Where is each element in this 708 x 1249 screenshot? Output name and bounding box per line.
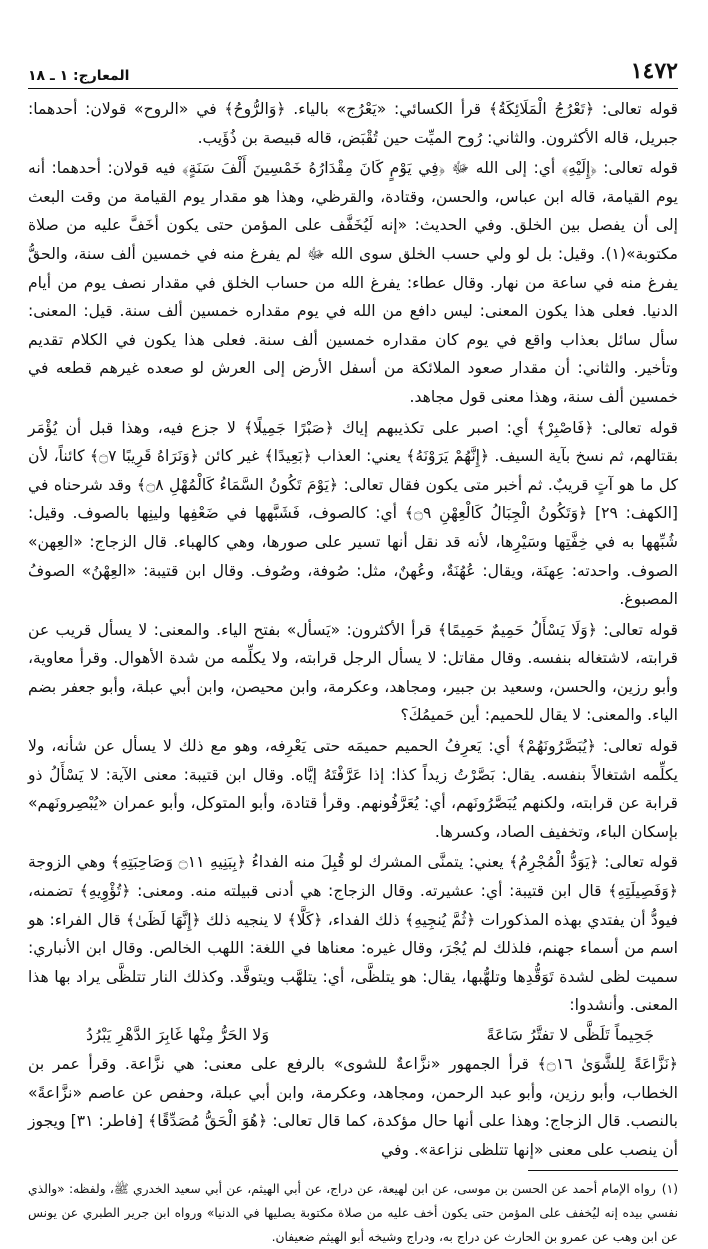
footnote-rule	[528, 1170, 678, 1171]
page-number: ١٤٧٢	[630, 58, 678, 84]
poem-verse	[28, 1020, 678, 1050]
header-rule	[28, 88, 678, 89]
footnote-number: (١)	[661, 1182, 678, 1197]
paragraph: قوله تعالى: ﴿يُبَصَّرُونَهُمْ﴾ أي: يَعرِفُ الحميم حميمَه حتى يَعْرِفه، وهو مع ذلك لا يسأل عن شأنه، ولا يكلِّمه اشتغالاً بنفسه. يقال: بَصَّرْتُ زيداً كذا: إذا عَرَّفْتَهُ إيَّاه. وقال ابن قتيبة: معنى الآية: لا يَسْأَلُ ذو قرابة عن قرابته، ولكنهم يُبَصَّرُونَهم، أي: يُعَرَّفُونهم. وقرأ قتادة، وأبو المتوكل، وأبو عمران «يُبْصِرونَهم» بإسكان الباء، وتخفيف الصاد، وكسرها.	[28, 737, 678, 841]
main-text	[28, 95, 678, 1164]
paragraph: قوله تعالى: ﴿فَاصْبِرْ﴾ أي: اصبر على تكذيبهم إياك ﴿صَبْرًا جَمِيلًا﴾ لا جزع فيه، وهذا قبل أن يُؤْمَر بقتالهم، ثم نسخ بآية السيف. ﴿إِنَّهُمْ يَرَوْنَهُ﴾ يعني: العذاب ﴿بَعِيدًا﴾ غير كائن ﴿وَنَرَاهُ قَرِيبًا ۝٧﴾ كائناً، لأن كل ما هو آتٍ قريبٌ. ثم أخبر متى يكون فقال تعالى: ﴿يَوْمَ تَكُونُ السَّمَاءُ كَالْمُهْلِ ۝٨﴾ وقد شرحناه في [الكهف: ٢٩] ﴿وَتَكُونُ الْجِبَالُ كَالْعِهْنِ ۝٩﴾ أي: كالصوف، فَشَبَّهها في ضَعْفِها ولينِها بالصوف. وقيل: شُبِّهها به في خِفَّتِها وسَيْرِها، لأنه قد نقل أنها تسير على صورها، وهي كالهباء. قال الزجاج: «العِهن» الصوف. واحدته: عِهنَة، ويقال: عُهُنَةٌ، وعُهنٌ، مثل: صُوفة، وصُوف. وقال ابن قتيبة: «العِهْنُ» الصوفُ المصبوغ.	[28, 418, 678, 609]
paragraph: ﴿نَزَّاعَةً لِلشَّوَىٰ ۝١٦﴾ قرأ الجمهور «نزَّاعةٌ للشوى» بالرفع على معنى: هي نزَّاعة. وقرأ عمر بن الخطاب، وأبو رزين، وأبو عبد الرحمن، ومجاهد، وعكرمة، وابن أبي عبلة، وحفص عن عاصم «نزَّاعةً» بالنصب. قال الزجاج: وهذا على أنها حال مؤكدة، كما قال تعالى: ﴿هُوَ الْحَقُّ مُصَدِّقًا﴾ [فاطر: ٣١] ويجوز أن ينصب على معنى «إنها تتلظى نزاعة». وفي	[28, 1055, 678, 1159]
footnote-text: رواه الإمام أحمد عن الحسن بن موسى، عن ابن لهيعة، عن دراج، عن أبي الهيثم، عن أبي سعيد الخدري ﷺ، ولفظه: «والذي نفسي بيده إنه ليُخفف على المؤمن حتى يكون أخف عليه من صلاة مكتوبة يصليها في الدنيا» ورواه ابن جرير الطبري عن يونس عن ابن وهب عن عمرو بن الحارث عن دراج به، ودراج وشيخه أبو الهيثم ضعيفان.	[28, 1182, 678, 1245]
paragraph: قوله تعالى: ﴿تَعْرُجُ الْمَلَائِكَةُ﴾ قرأ الكسائي: «يَعْرُج» بالياء. ﴿وَالرُّوحُ﴾ في «الروح» قولان: أحدهما: جبريل، قاله الأكثرون. والثاني: رُوح الميِّت حين تُقْبَض، قاله قبيصة بن ذُؤَيب.	[28, 100, 678, 147]
poem-second-hemistich: وَلا الحَرُّ مِنْها غَابِرَ الدَّهْرِ يَبْرُدُ	[86, 1025, 270, 1044]
poem-first-hemistich: جَحِيماً تَلَظَّى لا تفتَّرُ سَاعَةً	[486, 1025, 654, 1044]
page-header	[28, 44, 678, 88]
paragraph: قوله تعالى: ﴿إِلَيْهِ﴾ أي: إلى الله ﷻ ﴿فِي يَوْمٍ كَانَ مِقْدَارُهُ خَمْسِينَ أَلْفَ سَنَةٍ﴾ فيه قولان: أحدهما: أنه يوم القيامة، قاله ابن عباس، والحسن، وقتادة، والقرظي، وهذا هو مقدار يوم القيامة من وقت البعث إلى أن يفصل بين الخلق. وفي الحديث: «إنه لَيُخَفَّف على المؤمن حتى يكون أخَفَّ عليه من صلاة مكتوبة»(١). وقيل: بل لو ولي حسب الخلق سوى الله ﷻ لم يفرغ منه في خمسين ألف سنة، والحقُّ يفرغ منه في ساعة من نهار. وقال عطاء: يفرغ الله من حساب الخلق في مقدار نصف يوم من أيام الدنيا. فعلى هذا يكون المعنى: ليس دافع من الله في يوم مقداره خمسين ألف سنة. قيل: المعنى: سأل سائل بعذاب واقع في يوم كان مقداره خمسين ألف سنة. فعلى هذا يكون في الكلام تقديم وتأخير. والثاني: أن مقدار صعود الملائكة من أسفل الأرض إلى العرش لو صعده غيرهم قطعه في خمسين ألف سنة، وهذا معنى قول مجاهد.	[28, 159, 678, 406]
footnote	[28, 1177, 678, 1249]
paragraph: قوله تعالى: ﴿وَلَا يَسْأَلُ حَمِيمٌ حَمِيمًا﴾ قرأ الأكثرون: «يَسأل» بفتح الياء. والمعنى: لا يسأل قريب عن قرابته، لاشتغاله بنفسه. وقال مقاتل: لا يسأل الرجل قرابته، ولا يكلِّمه من شدة الأهوال. وقرأ معاوية، وأبو رزين، والحسن، وسعيد بن جبير، ومجاهد، وعكرمة، وابن محيصن، وابن أبي عبلة، وأبو جعفر بضم الياء. والمعنى: لا يقال للحميم: أين حَميمُكَ؟	[28, 620, 678, 725]
page	[0, 44, 708, 1245]
running-title: المعارج: ١ ـ ١٨	[28, 68, 130, 84]
paragraph: قوله تعالى: ﴿يَوَدُّ الْمُجْرِمُ﴾ يعني: يتمنَّى المشرك لو قُبِلَ منه الفداءُ ﴿بِبَنِيهِ ۝١١ وَصَاحِبَتِهِ﴾ وهي الزوجة ﴿وَفَصِيلَتِهِ﴾ قال ابن قتيبة: أي: عشيرته. وقال الزجاج: هي أدنى قبيلته منه. ومعنى: ﴿تُؤْوِيهِ﴾ تضمنه، فيودُّ أن يفتدي بهذه المذكورات ﴿ثُمَّ يُنجِيهِ﴾ ذلك الفداء، ﴿كَلَّا﴾ لا ينجيه ذلك ﴿إِنَّهَا لَظَىٰ﴾ قال الفراء: هو اسم من أسماء جهنم، فلذلك لم يُجْرَ، وقال غيره: معناها في اللغة: اللهب الخالص. وقال ابن الأنباري: سميت لظى لشدة تَوَقُّدِها وتلهُّبها، يقال: هو يتلظَّى، أي: يتلهَّب ويتوقَّد. وكذلك النار تتلظَّى يراد بها هذا المعنى. وأنشدوا:	[28, 853, 678, 1015]
